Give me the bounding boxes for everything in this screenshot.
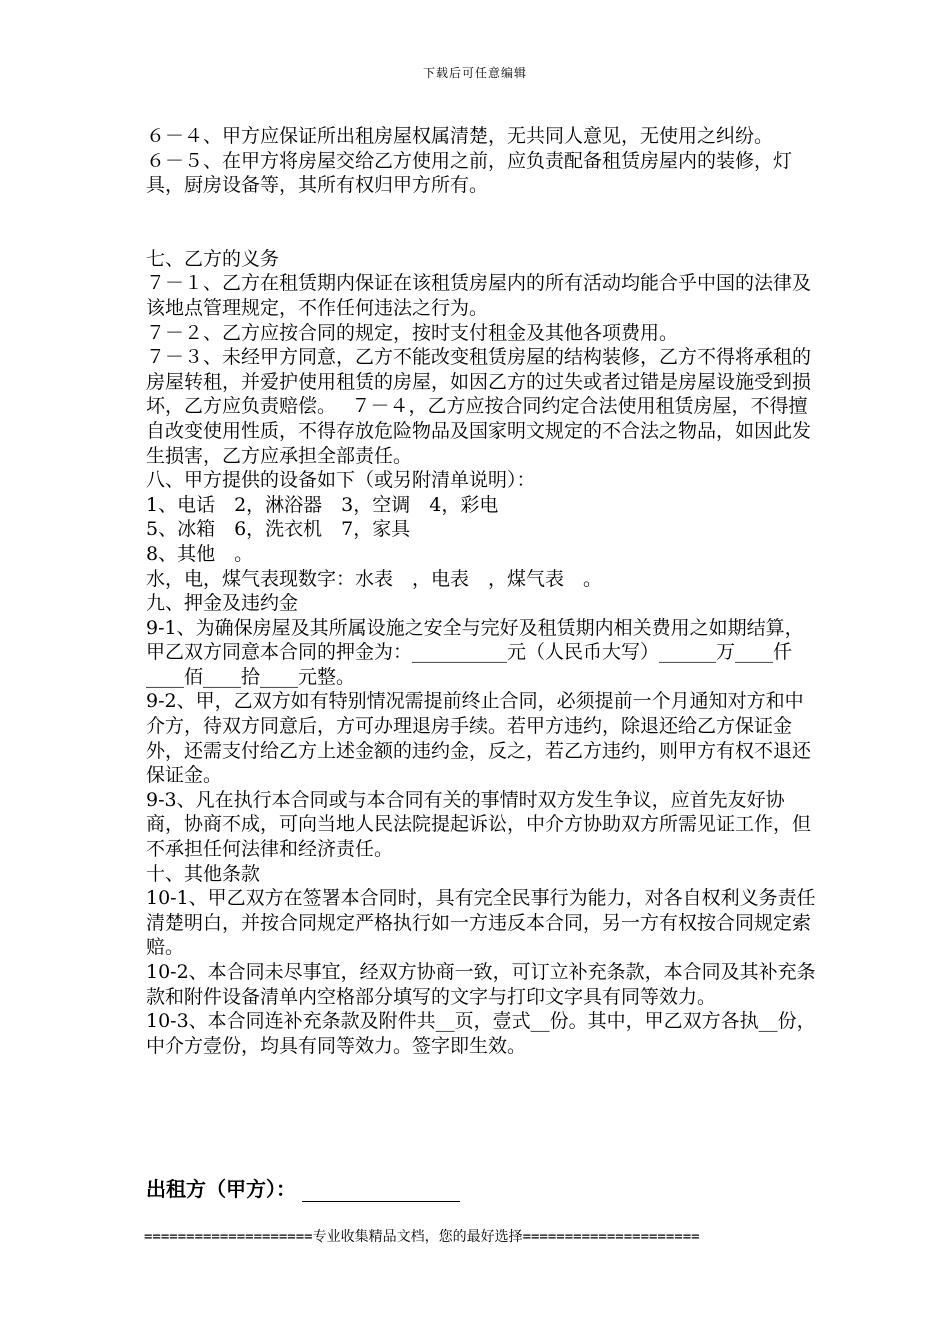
- signature-label: 出租方（甲方）：: [146, 1177, 296, 1201]
- clause-9-2: 9-2、甲，乙双方如有特别情况需提前终止合同，必须提前一个月通知对方和中介方，待双方同意后，方可办理退房手续。若甲方违约，除退还给乙方保证金外，还需支付给乙方上述金额的违约金，反之，若乙方违约，则甲方有权不退还保证金。: [146, 690, 812, 787]
- clause-6-4: ６－４、甲方应保证所出租房屋权属清楚，无共同人意见，无使用之纠纷。: [146, 125, 774, 147]
- clause-7-3: ７－３、未经甲方同意，乙方不能改变租赁房屋的结构装修，乙方不得将承租的房屋转租，并爱护使用租赁的房屋，如因乙方的过失或者过错是房屋设施受到损坏，乙方应负责赔偿。 ７－４，乙方应按合同约定合法使用租赁房屋，不得擅自改变使用性质，不得存放危险物品及国家明文规定的不合法之物品，如因此发生损害，乙方应承担全部责任。: [146, 346, 812, 467]
- equipment-line-3: 8、其他 。: [146, 542, 254, 565]
- clause-9-1: 9-1、为确保房屋及其所属设施之安全与完好及租赁期内相关费用之如期结算，甲乙双方同意本合同的押金为：__________元（人民币大写）______万____仟____佰____拾____元整。: [146, 616, 804, 688]
- section-heading-10: 十、其他条款: [146, 862, 261, 885]
- clause-9-3: 9-3、凡在执行本合同或与本合同有关的事情时双方发生争议，应首先友好协商，协商不成，可向当地人民法院提起诉讼，中介方协助双方所需见证工作，但不承担任何法律和经济责任。: [146, 788, 812, 861]
- equipment-line-2: 5、冰箱 6，洗衣机 7，家具: [146, 518, 411, 541]
- clause-7-2: ７－２、乙方应按合同的规定，按时支付租金及其他各项费用。: [146, 321, 679, 344]
- contract-body: [146, 124, 818, 1058]
- signature-line: [302, 1181, 460, 1202]
- meter-readings: 水，电，煤气表现数字：水表 ，电表 ，煤气表 。: [146, 567, 603, 590]
- lessor-signature: [146, 1173, 460, 1202]
- clause-6-5: ６－５、在甲方将房屋交给乙方使用之前，应负责配备租赁房屋内的装修，灯具，厨房设备等，其所有权归甲方所有。: [146, 149, 793, 197]
- section-heading-7: 七、乙方的义务: [146, 247, 280, 270]
- clause-7-1: ７－１、乙方在租赁期内保证在该租赁房屋内的所有活动均能合乎中国的法律及该地点管理规定，不作任何违法之行为。: [146, 272, 812, 319]
- clause-10-3: 10-3、本合同连补充条款及附件共__页，壹式__份。其中，甲乙双方各执__份，中介方壹份，均具有同等效力。签字即生效。: [146, 1010, 816, 1057]
- blank-gap: [146, 198, 818, 247]
- section-heading-8: 八、甲方提供的设备如下（或另附清单说明）：: [146, 469, 536, 492]
- page-header: 下载后可任意编辑: [422, 66, 527, 80]
- section-heading-9: 九、押金及违约金: [146, 592, 299, 615]
- clause-10-2: 10-2、本合同未尽事宜，经双方协商一致，可订立补充条款，本合同及其补充条款和附件设备清单内空格部分填写的文字与打印文字具有同等效力。: [146, 961, 816, 1008]
- clause-10-1: 10-1、甲乙双方在签署本合同时，具有完全民事行为能力，对各自权利义务责任清楚明白，并按合同规定严格执行如一方违反本合同，另一方有权按合同规定索赔。: [146, 887, 816, 959]
- equipment-line-1: 1、电话 2，淋浴器 3，空调 4，彩电: [146, 493, 499, 516]
- page-footer: ====================专业收集精品文档，您的最好选择=====================: [144, 1229, 700, 1245]
